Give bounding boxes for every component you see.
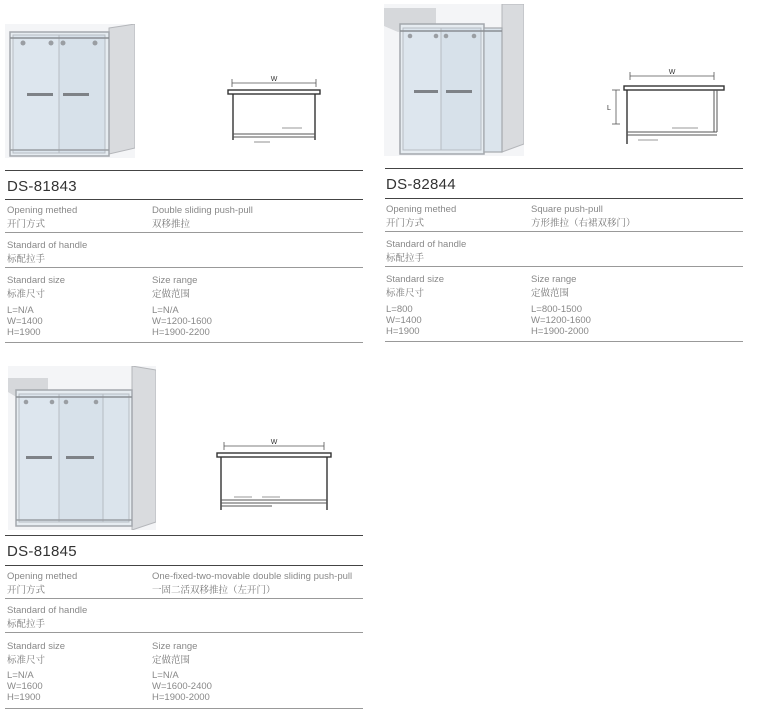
plan-width-label: W bbox=[270, 439, 278, 446]
standard-size-label-cn: 标准尺寸 bbox=[7, 655, 46, 666]
opening-method-value: One-fixed-two-movable double sliding push-pull bbox=[152, 571, 353, 582]
standard-w: W=1400 bbox=[7, 316, 43, 327]
divider bbox=[5, 565, 363, 566]
range-l: L=800-1500 bbox=[531, 304, 582, 315]
divider bbox=[385, 198, 743, 199]
opening-method-label-cn: 开门方式 bbox=[386, 218, 425, 229]
opening-method-value: Square push-pull bbox=[531, 204, 603, 215]
product-ds-81843 bbox=[0, 0, 380, 350]
handle-label-cn: 标配拉手 bbox=[386, 253, 425, 264]
range-l: L=N/A bbox=[152, 305, 179, 316]
plan-width-label: W bbox=[668, 69, 676, 76]
product-ds-82844 bbox=[380, 0, 763, 350]
divider bbox=[385, 266, 743, 267]
floor-plan-diagram bbox=[602, 66, 726, 152]
divider bbox=[385, 341, 743, 342]
opening-method-label-cn: 开门方式 bbox=[7, 219, 46, 230]
standard-h: H=1900 bbox=[386, 326, 420, 337]
standard-size-label-cn: 标准尺寸 bbox=[386, 288, 425, 299]
range-w: W=1200-1600 bbox=[152, 316, 212, 327]
size-range-label-cn: 定做范围 bbox=[152, 655, 191, 666]
divider bbox=[385, 231, 743, 232]
model-number: DS-81845 bbox=[7, 543, 77, 560]
opening-method-value-cn: 双移推拉 bbox=[152, 219, 191, 230]
plan-length-label: L bbox=[607, 105, 611, 112]
product-ds-81845 bbox=[0, 360, 380, 719]
handle-label: Standard of handle bbox=[386, 239, 467, 250]
opening-method-value-cn: 一固二活双移推拉（左开门） bbox=[152, 585, 276, 596]
floor-plan-diagram bbox=[212, 436, 336, 516]
opening-method-label: Opening methed bbox=[7, 571, 78, 582]
floor-plan-diagram bbox=[224, 74, 326, 150]
shower-enclosure-photo bbox=[384, 4, 524, 156]
size-range-label-cn: 定做范围 bbox=[531, 288, 570, 299]
standard-h: H=1900 bbox=[7, 692, 41, 703]
size-range-label: Size range bbox=[152, 641, 198, 652]
opening-method-label-cn: 开门方式 bbox=[7, 585, 46, 596]
handle-label-cn: 标配拉手 bbox=[7, 254, 46, 265]
standard-w: W=1400 bbox=[386, 315, 422, 326]
divider bbox=[5, 232, 363, 233]
standard-h: H=1900 bbox=[7, 327, 41, 338]
handle-label: Standard of handle bbox=[7, 240, 88, 251]
standard-size-label: Standard size bbox=[7, 275, 66, 286]
model-number: DS-82844 bbox=[386, 176, 456, 193]
opening-method-label: Opening methed bbox=[7, 205, 78, 216]
divider bbox=[5, 535, 363, 536]
divider bbox=[385, 168, 743, 169]
standard-l: L=N/A bbox=[7, 305, 34, 316]
model-number: DS-81843 bbox=[7, 178, 77, 195]
opening-method-value-cn: 方形推拉（右裙双移门） bbox=[531, 218, 636, 229]
size-range-label-cn: 定做范围 bbox=[152, 289, 191, 300]
standard-l: L=N/A bbox=[7, 670, 34, 681]
divider bbox=[5, 342, 363, 343]
shower-enclosure-photo bbox=[8, 366, 156, 530]
divider bbox=[5, 170, 363, 171]
range-h: H=1900-2200 bbox=[152, 327, 210, 338]
size-range-label: Size range bbox=[152, 275, 198, 286]
divider bbox=[5, 632, 363, 633]
range-h: H=1900-2000 bbox=[531, 326, 589, 337]
standard-size-label: Standard size bbox=[7, 641, 66, 652]
divider bbox=[5, 598, 363, 599]
standard-w: W=1600 bbox=[7, 681, 43, 692]
divider bbox=[5, 267, 363, 268]
range-w: W=1200-1600 bbox=[531, 315, 591, 326]
handle-label-cn: 标配拉手 bbox=[7, 619, 46, 630]
standard-l: L=800 bbox=[386, 304, 413, 315]
standard-size-label: Standard size bbox=[386, 274, 445, 285]
divider bbox=[5, 708, 363, 709]
size-range-label: Size range bbox=[531, 274, 577, 285]
range-l: L=N/A bbox=[152, 670, 179, 681]
opening-method-value: Double sliding push-pull bbox=[152, 205, 253, 216]
standard-size-label-cn: 标准尺寸 bbox=[7, 289, 46, 300]
opening-method-label: Opening methed bbox=[386, 204, 457, 215]
range-w: W=1600-2400 bbox=[152, 681, 212, 692]
shower-enclosure-photo bbox=[5, 24, 135, 158]
plan-width-label: W bbox=[270, 76, 278, 83]
range-h: H=1900-2000 bbox=[152, 692, 210, 703]
divider bbox=[5, 199, 363, 200]
handle-label: Standard of handle bbox=[7, 605, 88, 616]
